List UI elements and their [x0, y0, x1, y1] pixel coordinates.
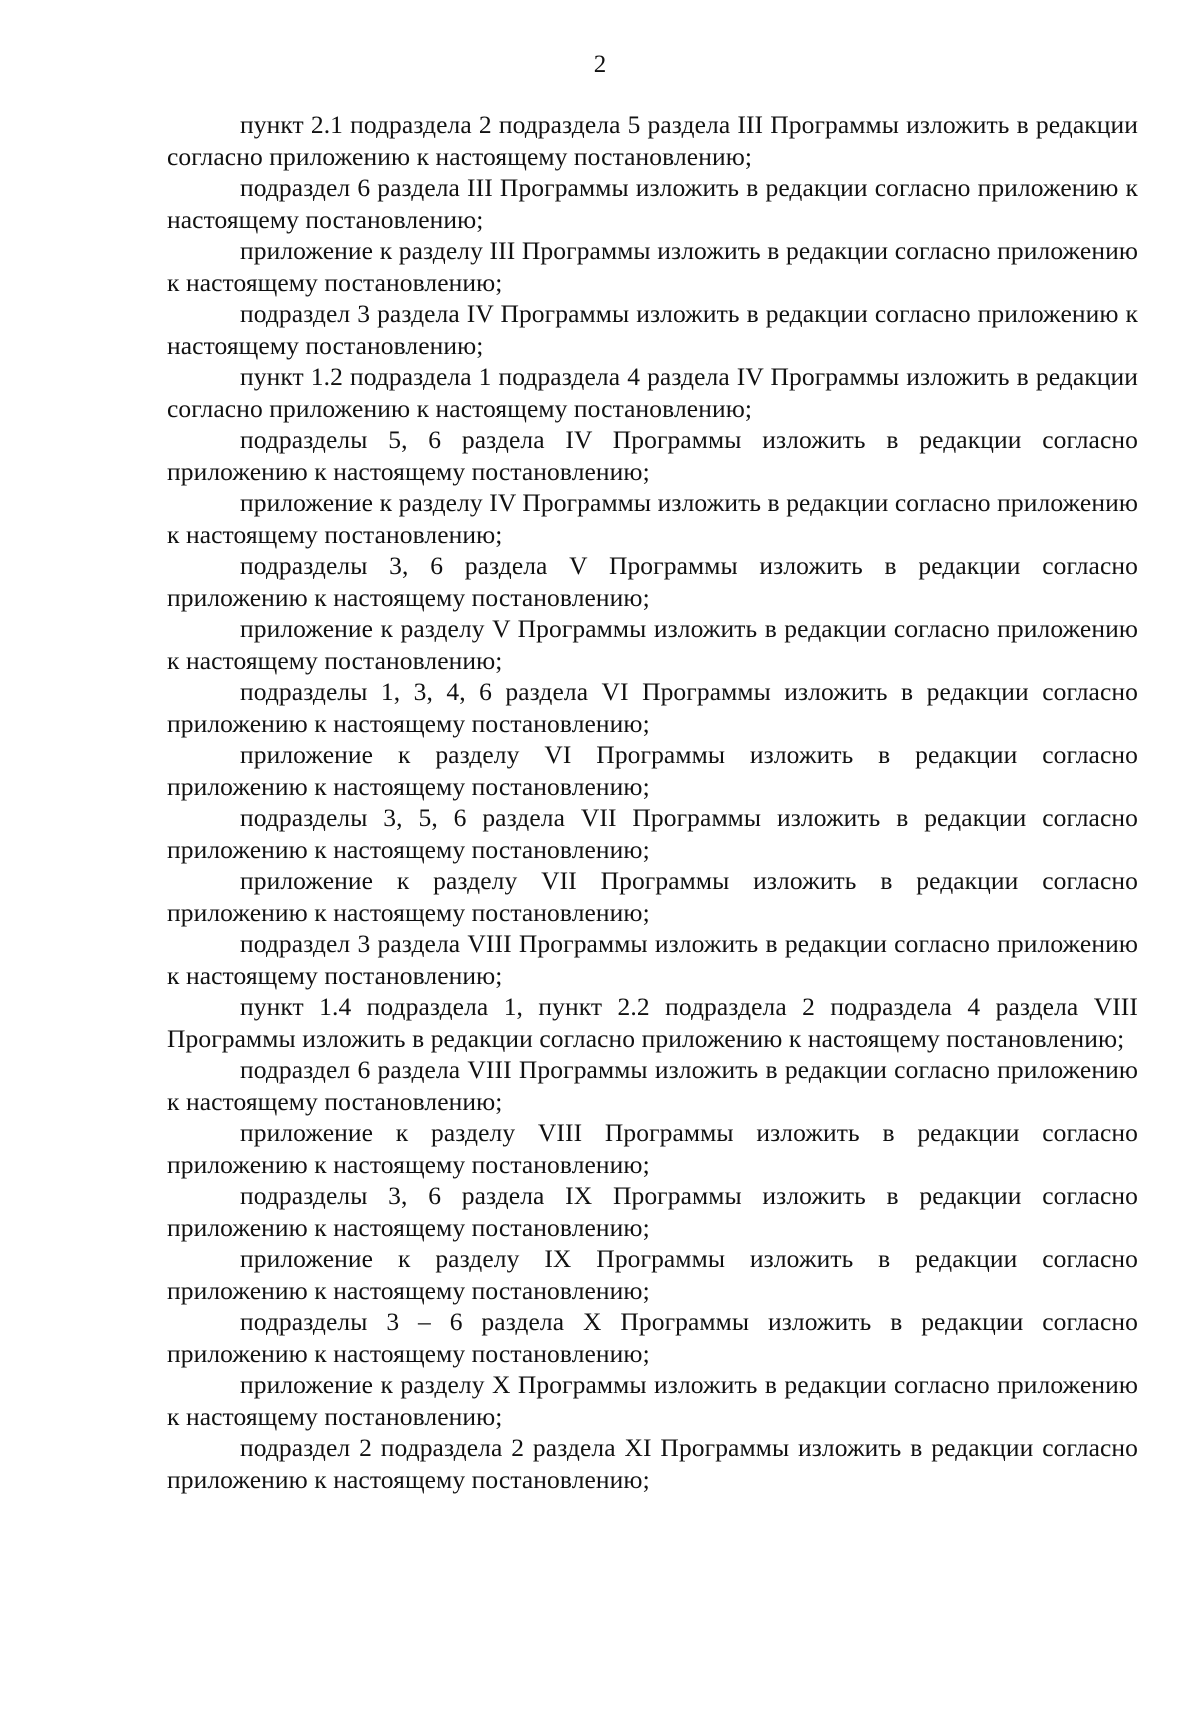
paragraph: приложение к разделу VII Программы изложить в редакции согласно приложению к настоящему постановлению; — [167, 866, 1138, 927]
paragraph: подразделы 3 – 6 раздела X Программы изложить в редакции согласно приложению к настоящему постановлению; — [167, 1307, 1138, 1368]
paragraph: подразделы 3, 5, 6 раздела VII Программы изложить в редакции согласно приложению к настоящему постановлению; — [167, 803, 1138, 864]
paragraph: подраздел 3 раздела IV Программы изложить в редакции согласно приложению к настоящему постановлению; — [167, 299, 1138, 360]
paragraph: подразделы 3, 6 раздела IX Программы изложить в редакции согласно приложению к настоящему постановлению; — [167, 1181, 1138, 1242]
paragraph: пункт 1.2 подраздела 1 подраздела 4 раздела IV Программы изложить в редакции согласно приложению к настоящему постановлению; — [167, 362, 1138, 423]
paragraph: подразделы 3, 6 раздела V Программы изложить в редакции согласно приложению к настоящему постановлению; — [167, 551, 1138, 612]
paragraph: подраздел 3 раздела VIII Программы изложить в редакции согласно приложению к настоящему постановлению; — [167, 929, 1138, 990]
paragraph: приложение к разделу III Программы изложить в редакции согласно приложению к настоящему постановлению; — [167, 236, 1138, 297]
paragraph: приложение к разделу VIII Программы изложить в редакции согласно приложению к настоящему постановлению; — [167, 1118, 1138, 1179]
paragraph: приложение к разделу IX Программы изложить в редакции согласно приложению к настоящему постановлению; — [167, 1244, 1138, 1305]
paragraph: подраздел 2 подраздела 2 раздела XI Программы изложить в редакции согласно приложению к настоящему постановлению; — [167, 1433, 1138, 1494]
paragraph: пункт 1.4 подраздела 1, пункт 2.2 подраздела 2 подраздела 4 раздела VIII Программы изложить в редакции согласно приложению к настоящему постановлению; — [167, 992, 1138, 1053]
paragraph: подраздел 6 раздела VIII Программы изложить в редакции согласно приложению к настоящему постановлению; — [167, 1055, 1138, 1116]
paragraph: подразделы 1, 3, 4, 6 раздела VI Программы изложить в редакции согласно приложению к настоящему постановлению; — [167, 677, 1138, 738]
paragraph: подраздел 6 раздела III Программы изложить в редакции согласно приложению к настоящему постановлению; — [167, 173, 1138, 234]
page-number: 2 — [593, 51, 607, 78]
paragraph: приложение к разделу X Программы изложить в редакции согласно приложению к настоящему постановлению; — [167, 1370, 1138, 1431]
paragraph: приложение к разделу IV Программы изложить в редакции согласно приложению к настоящему постановлению; — [167, 488, 1138, 549]
document-body — [167, 109, 1138, 1495]
paragraph: приложение к разделу VI Программы изложить в редакции согласно приложению к настоящему постановлению; — [167, 740, 1138, 801]
paragraph: приложение к разделу V Программы изложить в редакции согласно приложению к настоящему постановлению; — [167, 614, 1138, 675]
paragraph: подразделы 5, 6 раздела IV Программы изложить в редакции согласно приложению к настоящему постановлению; — [167, 425, 1138, 486]
paragraph: пункт 2.1 подраздела 2 подраздела 5 раздела III Программы изложить в редакции согласно приложению к настоящему постановлению; — [167, 110, 1138, 171]
